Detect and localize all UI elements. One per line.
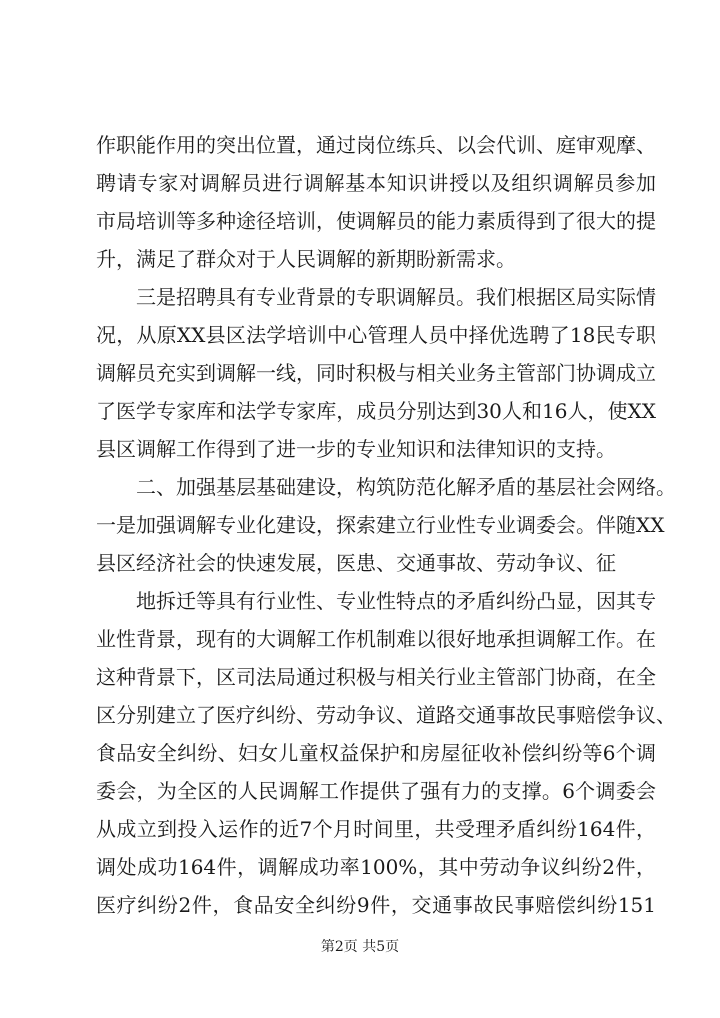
text-line: 了医学专家库和法学专家库，成员分别达到30人和16人，使XX xyxy=(96,399,656,423)
text-line: 一是加强调解专业化建设，探索建立行业性专业调委会。伴随XX xyxy=(96,513,665,537)
text-line: 调处成功164件，调解成功率100%，其中劳动争议纠纷2件， xyxy=(96,855,656,879)
text-line: 况，从原XX县区法学培训中心管理人员中择优选聘了18民专职 xyxy=(96,323,656,347)
text-line: 聘请专家对调解员进行调解基本知识讲授以及组织调解员参加 xyxy=(96,171,656,195)
text-line: 作职能作用的突出位置，通过岗位练兵、以会代训、庭审观摩、 xyxy=(96,133,656,157)
text-line: 业性背景，现有的大调解工作机制难以很好地承担调解工作。在 xyxy=(96,627,656,651)
page-footer: 第2页 共5页 xyxy=(320,939,400,955)
text-line: 这种背景下，区司法局通过积极与相关行业主管部门协商，在全 xyxy=(96,665,656,689)
section-heading: 二、加强基层基础建设，构筑防范化解矛盾的基层社会网络。 xyxy=(136,475,676,499)
text-line: 升，满足了群众对于人民调解的新期盼新需求。 xyxy=(96,247,516,271)
text-line: 区分别建立了医疗纠纷、劳动争议、道路交通事故民事赔偿争议、 xyxy=(96,703,676,727)
text-line: 委会，为全区的人民调解工作提供了强有力的支撑。6个调委会 xyxy=(96,779,656,803)
text-line: 市局培训等多种途径培训，使调解员的能力素质得到了很大的提 xyxy=(96,209,656,233)
text-line: 调解员充实到调解一线，同时积极与相关业务主管部门协调成立 xyxy=(96,361,656,385)
text-line: 地拆迁等具有行业性、专业性特点的矛盾纠纷凸显，因其专 xyxy=(136,589,656,613)
text-line: 县区经济社会的快速发展，医患、交通事故、劳动争议、征 xyxy=(96,551,616,575)
text-line: 从成立到投入运作的近7个月时间里，共受理矛盾纠纷164件， xyxy=(96,817,656,841)
text-line: 食品安全纠纷、妇女儿童权益保护和房屋征收补偿纠纷等6个调 xyxy=(96,741,656,765)
text-line: 县区调解工作得到了进一步的专业知识和法律知识的支持。 xyxy=(96,437,616,461)
text-line: 三是招聘具有专业背景的专职调解员。我们根据区局实际情 xyxy=(136,285,656,309)
text-line: 医疗纠纷2件，食品安全纠纷9件，交通事故民事赔偿纠纷151 xyxy=(96,893,656,917)
